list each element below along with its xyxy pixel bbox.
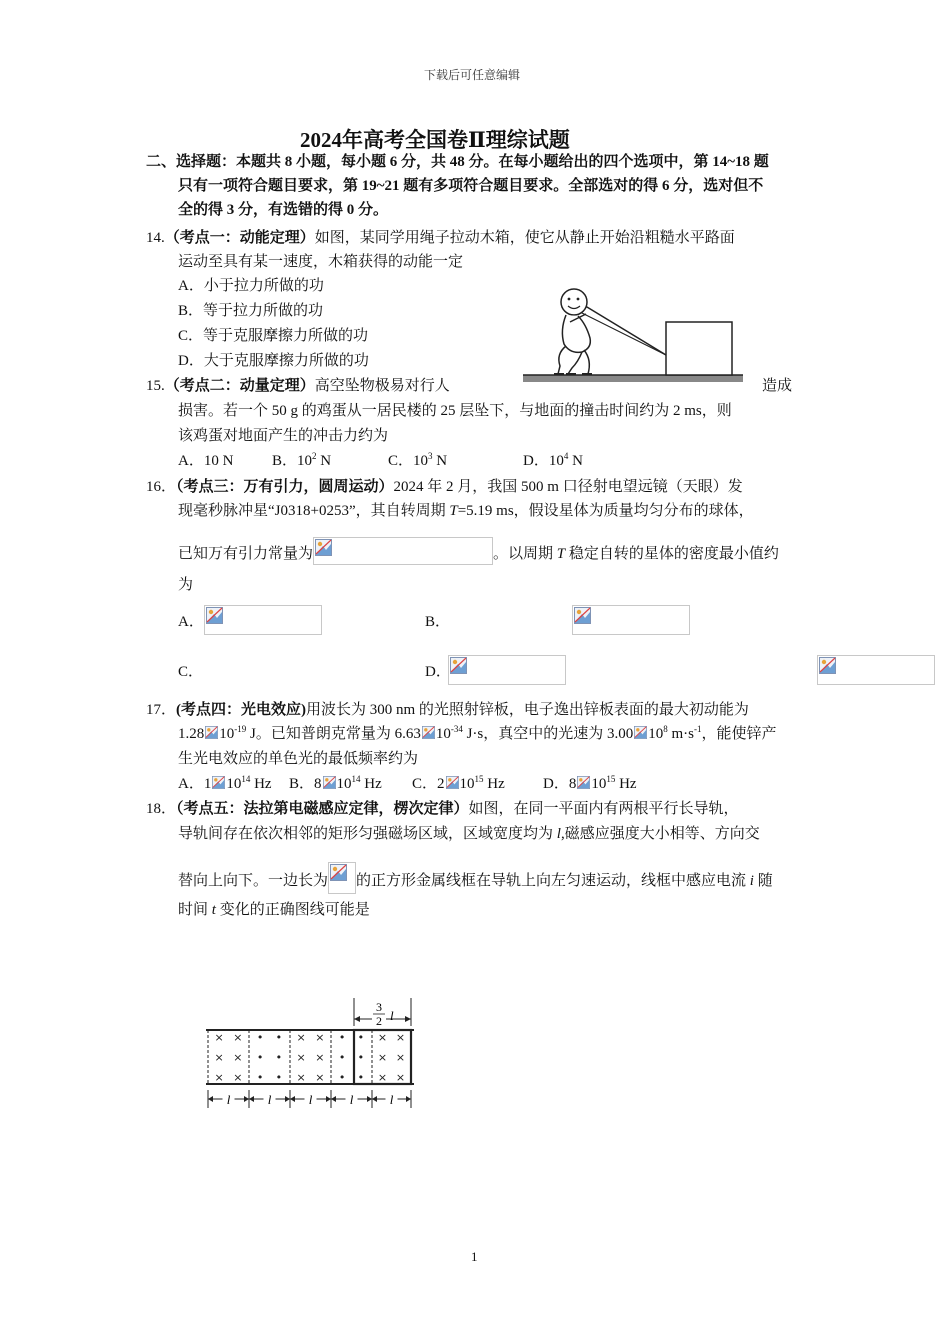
field-out-of-page-mark: • xyxy=(338,1051,346,1064)
field-into-page-mark: × xyxy=(233,1051,243,1064)
question-text: 现毫秒脉冲星“J0318+0253”，其自转周期 T=5.19 ms，假设星体为质量均匀分布的球体， xyxy=(178,503,754,519)
dimension-arrow xyxy=(249,1096,254,1102)
field-out-of-page-mark: • xyxy=(275,1031,283,1044)
question-text: 运动至具有某一速度，木箱获得的动能一定 xyxy=(178,254,464,270)
broken-image-option-a xyxy=(204,605,322,635)
broken-image-icon xyxy=(212,776,225,789)
option-a: A．10 N xyxy=(178,453,234,469)
rope xyxy=(582,304,666,355)
field-into-page-mark: × xyxy=(395,1051,406,1064)
option-d: D．8 $10^{15}$ Hz xyxy=(543,774,637,792)
question-text: 已知万有引力常量为 。以周期 T 稳定自转的星体的密度最小值约 xyxy=(178,537,779,565)
question-tag: （考点五：法拉第电磁感应定律，楞次定律） xyxy=(176,801,469,817)
field-into-page-mark: × xyxy=(377,1031,388,1044)
question-text: 生光电效应的单色光的最低频率约为 xyxy=(178,751,419,767)
question-text: 该鸡蛋对地面产生的冲击力约为 xyxy=(178,428,389,444)
question-text: 如图，在同一平面内有两根平行长导轨， xyxy=(468,801,739,817)
dimension-arrow xyxy=(406,1096,411,1102)
wooden-box xyxy=(666,322,732,375)
option-a: A．小于拉力所做的功 xyxy=(178,278,324,294)
field-into-page-mark: × xyxy=(214,1031,224,1044)
field-out-of-page-mark: • xyxy=(275,1051,283,1064)
question-text: 2024 年 2 月，我国 500 m 口径射电望远镜（天眼）发 xyxy=(393,479,743,495)
question-number: 15. xyxy=(146,378,165,394)
question-text: 1.28 $10^{-19}$ J。已知普朗克常量为 6.63 $10^{-34}$ J·s，真空中的光速为 3.00 $10^8$ $m\cdot s^{-1}$，能使锌产 xyxy=(178,724,777,742)
fraction-variable: l xyxy=(390,1008,394,1023)
question-text: 损害。若一个 50 g 的鸡蛋从一居民楼的 25 层坠下，与地面的撞击时间约为 2 ms，则 xyxy=(178,403,732,419)
broken-image-icon xyxy=(574,607,591,624)
broken-image-icon xyxy=(634,726,647,739)
dimension-label: l xyxy=(308,1092,313,1107)
dimension-arrow xyxy=(331,1096,336,1102)
question-tag: （考点三：万有引力，圆周运动） xyxy=(176,479,394,495)
figure-person-pulling-box xyxy=(520,282,750,386)
fraction-denominator: 2 xyxy=(376,1014,382,1028)
dimension-label: l xyxy=(349,1092,354,1107)
broken-image-icon xyxy=(577,776,590,789)
field-out-of-page-mark: • xyxy=(256,1051,264,1064)
field-into-page-mark: × xyxy=(315,1071,325,1084)
field-out-of-page-mark: • xyxy=(338,1071,346,1084)
question-number: 16． xyxy=(146,479,177,495)
broken-image-option-c xyxy=(448,655,566,685)
dimension-arrow xyxy=(208,1096,213,1102)
option-c: C．等于克服摩擦力所做的功 xyxy=(178,328,369,344)
question-text: 替向上向下。一边长为 的正方形金属线框在导轨上向左匀速运动，线框中感应电流 i 随 xyxy=(178,862,773,894)
dimension-arrow xyxy=(290,1096,295,1102)
field-into-page-mark: × xyxy=(395,1031,406,1044)
intro-line: 二、选择题：本题共 8 小题，每小题 6 分，共 48 分。在每小题给出的四个选项中，第 14~18 题 xyxy=(146,154,769,170)
question-tag: （考点二：动量定理） xyxy=(164,378,315,394)
dimension-arrow xyxy=(244,1096,249,1102)
option-a: A． xyxy=(178,614,204,630)
question-number: 17． xyxy=(146,702,177,718)
option-a: A．1 $10^{14}$ Hz xyxy=(178,774,272,792)
field-into-page-mark: × xyxy=(233,1031,243,1044)
field-into-page-mark: × xyxy=(377,1051,388,1064)
field-into-page-mark: × xyxy=(296,1031,306,1044)
broken-image-icon xyxy=(205,726,218,739)
field-into-page-mark: × xyxy=(214,1071,224,1084)
question-text: 如图，某同学用绳子拉动木箱，使它从静止开始沿粗糙水平路面 xyxy=(314,230,735,246)
broken-image-icon xyxy=(330,864,347,881)
dimension-arrow xyxy=(326,1096,331,1102)
field-into-page-mark: × xyxy=(296,1051,306,1064)
intro-line: 全的得 3 分，有选错的得 0 分。 xyxy=(178,202,389,218)
dimension-label: l xyxy=(389,1092,394,1107)
field-into-page-mark: × xyxy=(395,1071,406,1084)
figure-magnetic-field-regions xyxy=(200,996,420,1112)
dimension-label: l xyxy=(267,1092,272,1107)
broken-image-icon xyxy=(446,776,459,789)
broken-image-option-b xyxy=(572,605,690,635)
field-into-page-mark: × xyxy=(296,1071,306,1084)
option-d: D．$10^4$ N xyxy=(523,451,583,469)
dimension-arrow xyxy=(367,1096,372,1102)
page-number: 1 xyxy=(471,1249,478,1264)
question-text: 为 xyxy=(178,577,194,593)
field-into-page-mark: × xyxy=(315,1051,325,1064)
broken-image-formula-G xyxy=(313,537,493,565)
page-title: 2024年高考全国卷Ⅱ理综试题 xyxy=(300,128,570,152)
question-tag: (考点四：光电效应) xyxy=(176,702,307,718)
broken-image-icon xyxy=(450,657,467,674)
fraction-numerator: 3 xyxy=(376,1000,382,1014)
question-tag: （考点一：动能定理） xyxy=(164,230,315,246)
question-number: 18． xyxy=(146,801,177,817)
field-out-of-page-mark: • xyxy=(256,1031,264,1044)
option-c: C．$10^3$ N xyxy=(388,451,448,469)
field-out-of-page-mark: • xyxy=(357,1031,365,1044)
broken-image-icon xyxy=(819,657,836,674)
dimension-arrow xyxy=(285,1096,290,1102)
option-b: B． xyxy=(425,614,451,630)
question-number: 14. xyxy=(146,230,165,246)
question-text: 造成 xyxy=(762,378,793,394)
question-text: 高空坠物极易对行人 xyxy=(314,378,450,394)
question-text: 导轨间存在依次相邻的矩形匀强磁场区域，区域宽度均为 l,磁感应强度大小相等、方向交 xyxy=(178,826,760,842)
ground-surface xyxy=(523,375,743,382)
broken-image-formula-side xyxy=(328,862,356,894)
field-into-page-mark: × xyxy=(233,1071,243,1084)
option-d: D． xyxy=(425,664,451,680)
dimension-arrow xyxy=(372,1096,377,1102)
field-into-page-mark: × xyxy=(315,1031,325,1044)
field-out-of-page-mark: • xyxy=(338,1031,346,1044)
field-out-of-page-mark: • xyxy=(275,1071,283,1084)
question-text: 时间 t 变化的正确图线可能是 xyxy=(178,902,370,918)
intro-line: 只有一项符合题目要求，第 19~21 题有多项符合题目要求。全部选对的得 6 分，选对但不 xyxy=(178,178,764,194)
field-out-of-page-mark: • xyxy=(357,1071,365,1084)
field-into-page-mark: × xyxy=(214,1051,224,1064)
field-into-page-mark: × xyxy=(377,1071,388,1084)
option-b: B．8 $10^{14}$ Hz xyxy=(289,774,382,792)
option-d: D．大于克服摩擦力所做的功 xyxy=(178,353,369,369)
field-out-of-page-mark: • xyxy=(256,1071,264,1084)
broken-image-icon xyxy=(323,776,336,789)
option-b: B．$10^2$ N xyxy=(272,451,332,469)
person-body xyxy=(562,315,590,352)
question-text: 用波长为 300 nm 的光照射锌板，电子逸出锌板表面的最大初动能为 xyxy=(306,702,749,718)
broken-image-option-d xyxy=(817,655,935,685)
broken-image-icon xyxy=(315,539,332,556)
person-head xyxy=(561,289,587,315)
option-b: B．等于拉力所做的功 xyxy=(178,303,324,319)
dimension-label: l xyxy=(226,1092,231,1107)
broken-image-icon xyxy=(206,607,223,624)
header-note: 下载后可任意编辑 xyxy=(424,68,521,82)
option-c: C．2 $10^{15}$ Hz xyxy=(412,774,505,792)
broken-image-icon xyxy=(422,726,435,739)
option-c: C． xyxy=(178,664,204,680)
field-out-of-page-mark: • xyxy=(357,1051,365,1064)
